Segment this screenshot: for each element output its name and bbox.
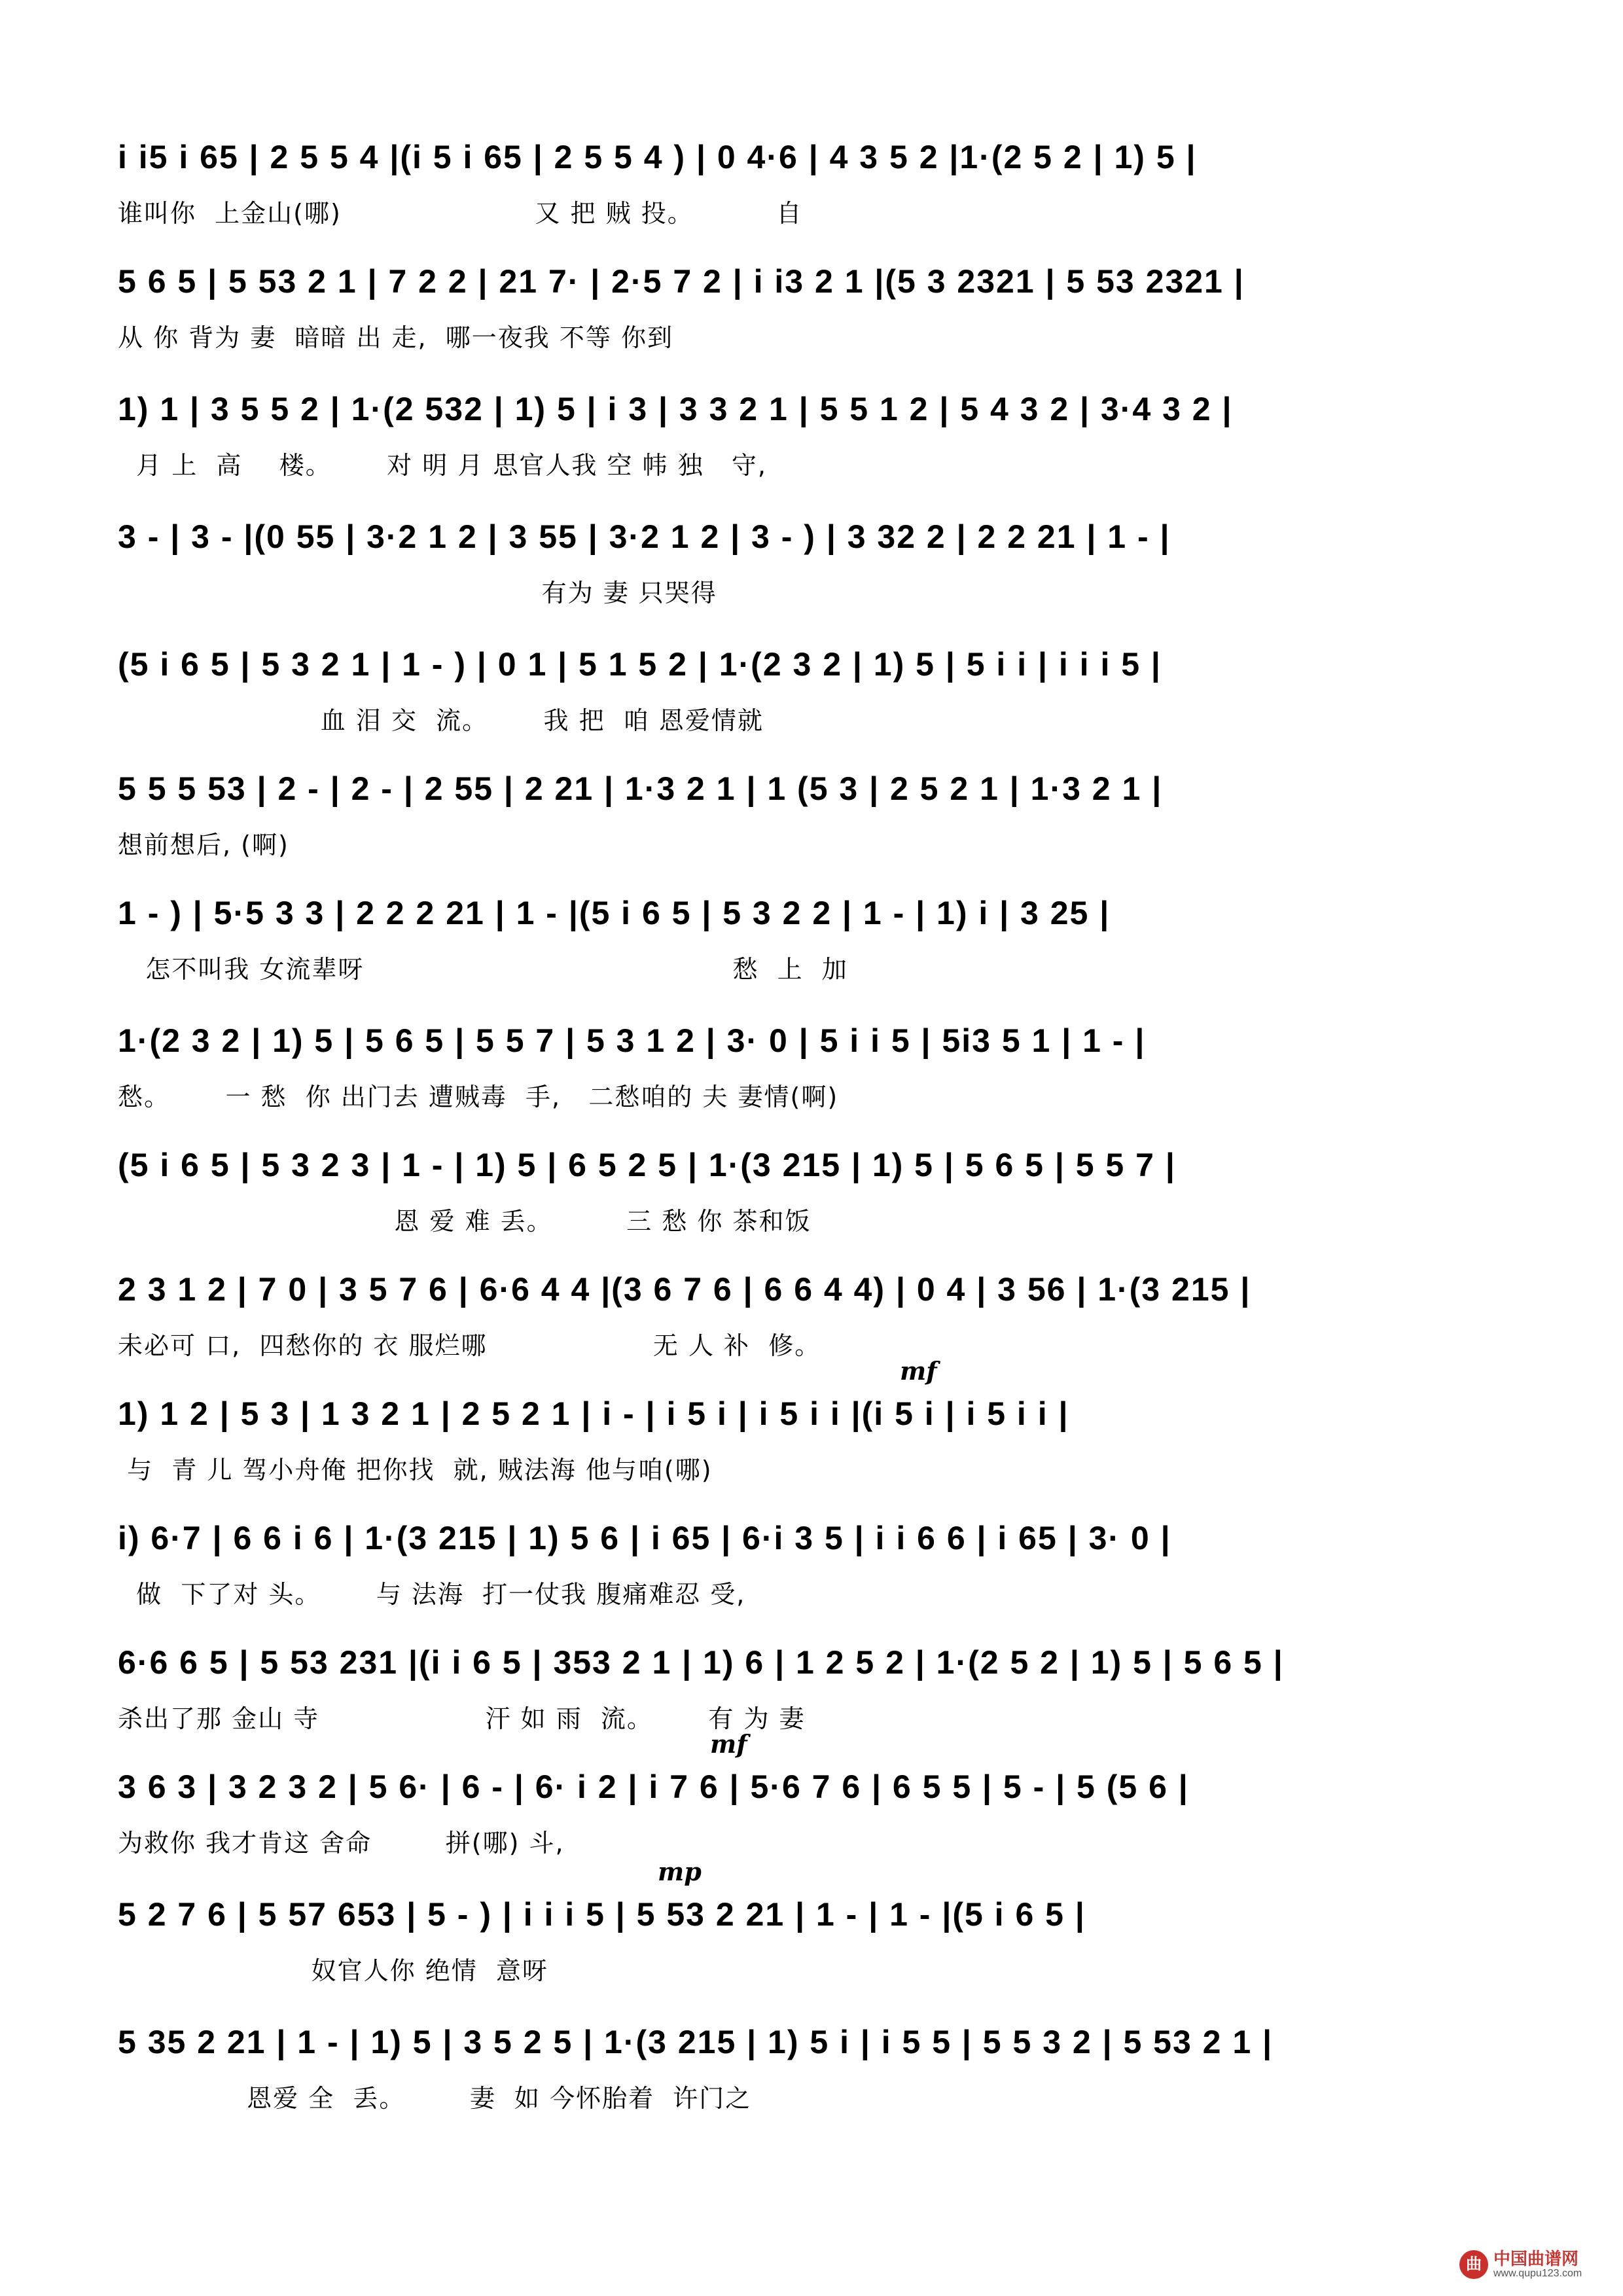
dynamic-mark: mp — [658, 1857, 702, 1886]
lyrics-line: 做 下了对 头。 与 法海 打一仗我 腹痛难忍 受, — [118, 1580, 746, 1609]
notation-line: 1) 1 | 3 5 5 2 | 1·(2 532 | 1) 5 | i 3 | 3 3 2 1 | 5 5 1 2 | 5 4 3 2 | 3·4 3 2 | — [118, 391, 1233, 427]
score-system — [118, 1512, 1541, 1630]
notation-line: 1 - ) | 5·5 3 3 | 2 2 2 21 | 1 - |(5 i 6 5 | 5 3 2 2 | 1 - | 1) i | 3 25 | — [118, 895, 1111, 931]
score-system — [118, 1636, 1541, 1754]
lyrics-line: 恩爱 全 丢。 妻 如 今怀胎着 许门之 — [118, 2084, 752, 2113]
lyrics-line: 谁叫你 上金山(哪) 又 把 贼 投。 自 — [118, 199, 803, 228]
score-system — [118, 638, 1541, 756]
watermark-name: 中国曲谱网 — [1493, 2249, 1579, 2269]
score-system — [118, 1014, 1541, 1132]
score-system — [118, 1139, 1541, 1257]
watermark-url: www.qupu123.com — [1493, 2268, 1582, 2279]
notation-line: 3 - | 3 - |(0 55 | 3·2 1 2 | 3 55 | 3·2 1 2 | 3 - ) | 3 32 2 | 2 2 21 | 1 - | — [118, 518, 1171, 555]
notation-line: 5 5 5 53 | 2 - | 2 - | 2 55 | 2 21 | 1·3 2 1 | 1 (5 3 | 2 5 2 1 | 1·3 2 1 | — [118, 770, 1163, 807]
lyrics-line: 奴官人你 绝情 意呀 — [118, 1956, 548, 1985]
score-system — [118, 1729, 1541, 1878]
site-watermark — [1459, 2246, 1597, 2283]
lyrics-line: 怎不叫我 女流辈呀 愁 上 加 — [118, 955, 848, 984]
notation-line: 5 6 5 | 5 53 2 1 | 7 2 2 | 21 7· | 2·5 7 2 | i i3 2 1 |(5 3 2321 | 5 53 2321 | — [118, 263, 1245, 300]
dynamic-mark: mf — [900, 1356, 937, 1386]
lyrics-line: 恩 爱 难 丢。 三 愁 你 茶和饭 — [118, 1207, 812, 1236]
notation-line: 2 3 1 2 | 7 0 | 3 5 7 6 | 6·6 4 4 |(3 6 7 6 | 6 6 4 4) | 0 4 | 3 56 | 1·(3 215 | — [118, 1271, 1251, 1308]
lyrics-line: 从 你 背为 妻 暗暗 出 走, 哪一夜我 不等 你到 — [118, 323, 673, 352]
score-system — [118, 1857, 1541, 2006]
notation-line: 5 2 7 6 | 5 57 653 | 5 - ) | i i i 5 | 5 53 2 21 | 1 - | 1 - |(5 i 6 5 | — [118, 1896, 1086, 1933]
notation-line: 6·6 6 5 | 5 53 231 |(i i 6 5 | 353 2 1 | 1) 6 | 1 2 5 2 | 1·(2 5 2 | 1) 5 | 5 6 5 | — [118, 1644, 1284, 1681]
score-system — [118, 383, 1541, 501]
notation-line: 1·(2 3 2 | 1) 5 | 5 6 5 | 5 5 7 | 5 3 1 2 | 3· 0 | 5 i i 5 | 5i3 5 1 | 1 - | — [118, 1022, 1146, 1059]
notation-line: 5 35 2 21 | 1 - | 1) 5 | 3 5 2 5 | 1·(3 215 | 1) 5 i | i 5 5 | 5 5 3 2 | 5 53 2 1 | — [118, 2024, 1274, 2060]
site-logo-icon: 曲 — [1459, 2250, 1488, 2279]
lyrics-line: 未必可 口, 四愁你的 衣 服烂哪 无 人 补 修。 — [118, 1331, 821, 1360]
dynamic-mark: mf — [710, 1729, 747, 1759]
notation-line: 1) 1 2 | 5 3 | 1 3 2 1 | 2 5 2 1 | i - | i 5 i | i 5 i i |(i 5 i | i 5 i i | — [118, 1395, 1069, 1432]
lyrics-line: 杀出了那 金山 寺 汗 如 雨 流。 有 为 妻 — [118, 1704, 806, 1733]
lyrics-line: 与 青 儿 驾小舟俺 把你找 就, 贼法海 他与咱(哪) — [118, 1456, 713, 1484]
score-system — [118, 2016, 1541, 2134]
score-system — [118, 1356, 1541, 1505]
lyrics-line: 有为 妻 只哭得 — [118, 579, 717, 607]
lyrics-line: 想前想后, (啊) — [118, 831, 289, 859]
score-system — [118, 887, 1541, 1005]
score-system — [118, 131, 1541, 249]
notation-line: i i5 i 65 | 2 5 5 4 |(i 5 i 65 | 2 5 5 4 ) | 0 4·6 | 4 3 5 2 |1·(2 5 2 | 1) 5 | — [118, 139, 1197, 175]
score-system — [118, 255, 1541, 373]
lyrics-line: 月 上 高 楼。 对 明 月 思官人我 空 帏 独 守, — [118, 451, 767, 480]
notation-line: (5 i 6 5 | 5 3 2 3 | 1 - | 1) 5 | 6 5 2 5 | 1·(3 215 | 1) 5 | 5 6 5 | 5 5 7 | — [118, 1147, 1176, 1183]
score-system — [118, 762, 1541, 880]
notation-line: 3 6 3 | 3 2 3 2 | 5 6· | 6 - | 6· i 2 | i 7 6 | 5·6 7 6 | 6 5 5 | 5 - | 5 (5 6 | — [118, 1768, 1189, 1805]
lyrics-line: 愁。 一 愁 你 出门去 遭贼毒 手, 二愁咱的 夫 妻情(啊) — [118, 1083, 839, 1111]
lyrics-line: 血 泪 交 流。 我 把 咱 恩爱情就 — [118, 706, 764, 735]
lyrics-line: 为救你 我才肯这 舍命 拼(哪) 斗, — [118, 1829, 565, 1857]
notation-line: (5 i 6 5 | 5 3 2 1 | 1 - ) | 0 1 | 5 1 5 2 | 1·(2 3 2 | 1) 5 | 5 i i | i i i 5 | — [118, 646, 1162, 683]
score-system — [118, 511, 1541, 628]
notation-line: i) 6·7 | 6 6 i 6 | 1·(3 215 | 1) 5 6 | i 65 | 6·i 3 5 | i i 6 6 | i 65 | 3· 0 | — [118, 1520, 1171, 1556]
score-system — [118, 1263, 1541, 1381]
